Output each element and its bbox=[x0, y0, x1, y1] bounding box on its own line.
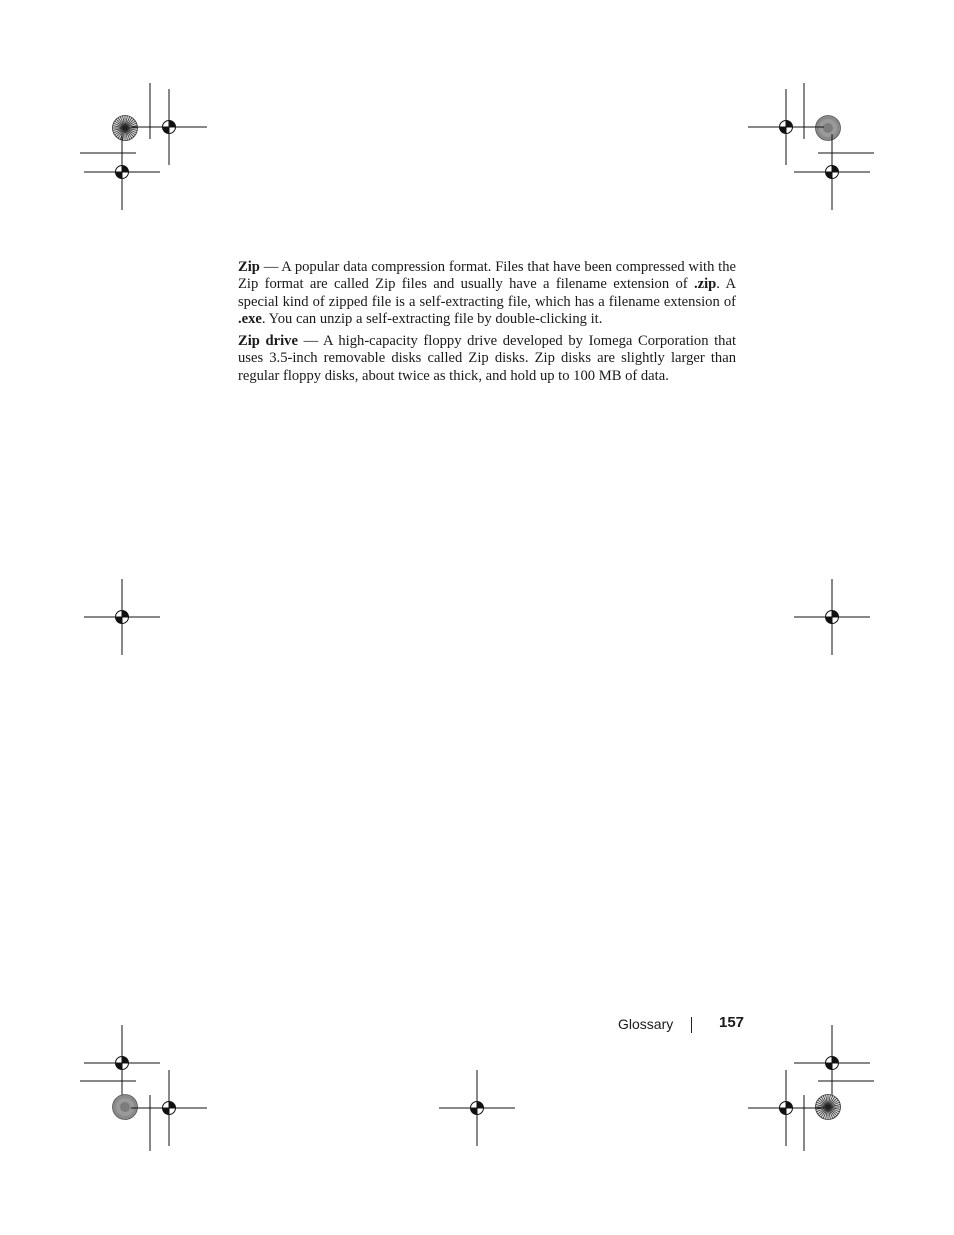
glossary-body bbox=[238, 259, 736, 390]
page-footer bbox=[580, 1013, 745, 1035]
registration-mark-icon bbox=[794, 1025, 870, 1101]
definition-text: — A high-capacity floppy drive developed by Iomega Corporation that uses 3.5-inch removable disks called Zip disks. Zip disks are slightly larger than regular floppy disks, about twice as thick, and hold up to 100 MB of data. bbox=[238, 333, 736, 384]
definition-text: — A popular data compression format. Files that have been compressed with the Zip format are called Zip files and usually have a filename extension of bbox=[238, 259, 736, 293]
registration-mark-icon bbox=[748, 89, 824, 165]
registration-mark-icon bbox=[84, 134, 160, 210]
color-bar-icon bbox=[113, 116, 138, 141]
glossary-entry bbox=[238, 333, 736, 385]
definition-text: . A special kind of zipped file is a self-extracting file, which has a filename extension of bbox=[238, 276, 737, 310]
color-bar-icon bbox=[816, 1095, 841, 1120]
definition-text: . You can unzip a self-extracting file by double-clicking it. bbox=[261, 310, 603, 327]
registration-mark-icon bbox=[748, 1070, 824, 1146]
registration-mark-icon bbox=[84, 1025, 160, 1101]
section-name: Glossary bbox=[618, 1016, 674, 1032]
file-extension: .exe bbox=[238, 310, 262, 327]
glossary-term: Zip bbox=[238, 259, 260, 275]
registration-mark-icon bbox=[794, 579, 870, 655]
color-bar-icon bbox=[113, 1095, 138, 1120]
registration-mark-icon bbox=[131, 1070, 207, 1146]
page-number: 157 bbox=[719, 1014, 745, 1031]
file-extension: .zip bbox=[693, 276, 717, 293]
glossary-entry bbox=[238, 259, 736, 328]
registration-mark-icon bbox=[131, 89, 207, 165]
registration-mark-icon bbox=[794, 134, 870, 210]
color-bar-icon bbox=[816, 116, 841, 141]
registration-mark-icon bbox=[439, 1070, 515, 1146]
footer-divider bbox=[691, 1017, 692, 1033]
glossary-term: Zip drive bbox=[238, 333, 298, 350]
registration-mark-icon bbox=[84, 579, 160, 655]
